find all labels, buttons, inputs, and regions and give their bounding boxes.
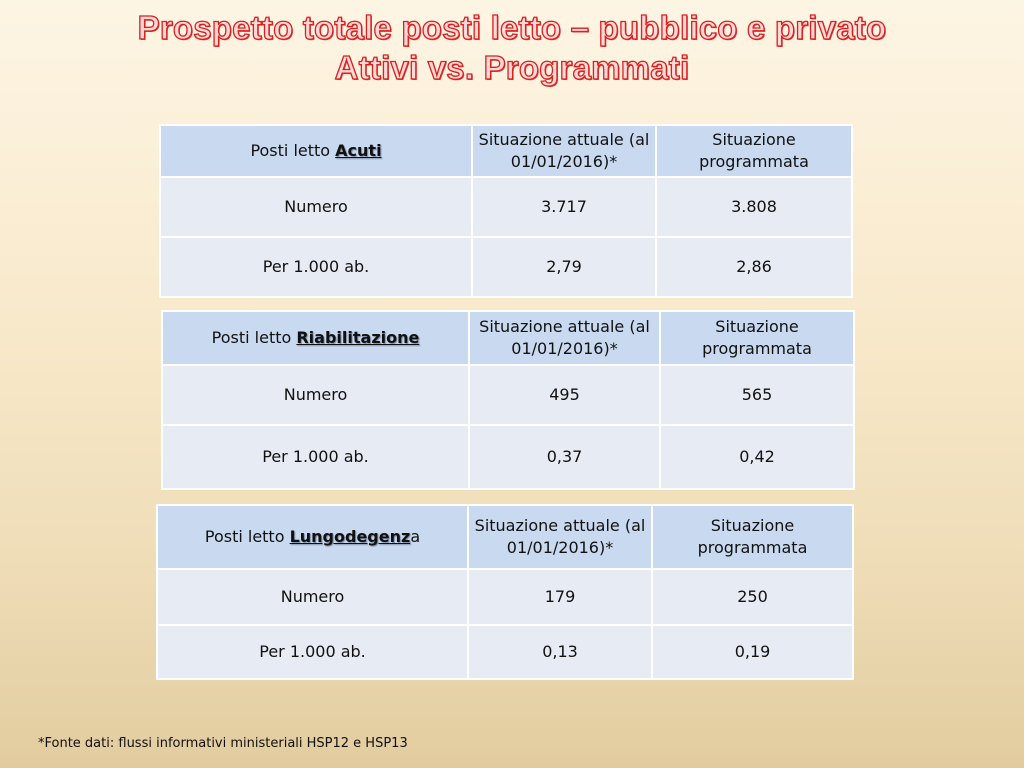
row-label: Numero <box>162 365 469 425</box>
slide-title-line-2: Attivi vs. Programmati <box>334 49 690 86</box>
header-category-cell <box>162 311 469 365</box>
row-label: Per 1.000 ab. <box>160 237 472 297</box>
header-category-name: Lungodegenz <box>289 527 411 546</box>
row-programmed-value: 250 <box>652 569 853 625</box>
header-programmed-cell: Situazione programmata <box>660 311 854 365</box>
header-prefix: Posti letto <box>250 141 336 160</box>
source-footnote: *Fonte dati: flussi informativi ministeriali HSP12 e HSP13 <box>38 736 408 751</box>
header-category-cell <box>157 505 468 569</box>
table-row <box>162 365 854 425</box>
row-label: Numero <box>157 569 468 625</box>
row-current-value: 0,13 <box>468 625 652 679</box>
table-header-row <box>157 505 853 569</box>
header-suffix: a <box>410 527 421 546</box>
row-programmed-value: 3.808 <box>656 177 852 237</box>
table-row <box>160 237 852 297</box>
slide-title <box>0 8 1024 88</box>
row-current-value: 3.717 <box>472 177 656 237</box>
row-current-value: 179 <box>468 569 652 625</box>
row-label: Per 1.000 ab. <box>162 425 469 489</box>
row-label: Numero <box>160 177 472 237</box>
row-programmed-value: 2,86 <box>656 237 852 297</box>
table-row <box>157 625 853 679</box>
header-current-cell: Situazione attuale (al 01/01/2016)* <box>472 125 656 177</box>
table-row <box>157 569 853 625</box>
table-header-row <box>160 125 852 177</box>
header-prefix: Posti letto <box>211 328 297 347</box>
table-header-row <box>162 311 854 365</box>
header-current-cell: Situazione attuale (al 01/01/2016)* <box>468 505 652 569</box>
header-category-name: Acuti <box>335 141 382 160</box>
row-current-value: 495 <box>469 365 660 425</box>
slide-title-line-1: Prospetto totale posti letto – pubblico e privato <box>137 9 887 46</box>
row-current-value: 2,79 <box>472 237 656 297</box>
table-acuti <box>159 124 853 298</box>
header-programmed-cell: Situazione programmata <box>652 505 853 569</box>
row-programmed-value: 565 <box>660 365 854 425</box>
header-prefix: Posti letto <box>204 527 290 546</box>
table-lungodegenza <box>156 504 854 680</box>
row-programmed-value: 0,19 <box>652 625 853 679</box>
row-label: Per 1.000 ab. <box>157 625 468 679</box>
table-riabilitazione <box>161 310 855 490</box>
header-current-cell: Situazione attuale (al 01/01/2016)* <box>469 311 660 365</box>
table-row <box>160 177 852 237</box>
header-category-name: Riabilitazione <box>296 328 420 347</box>
header-programmed-cell: Situazione programmata <box>656 125 852 177</box>
table-row <box>162 425 854 489</box>
header-category-cell <box>160 125 472 177</box>
row-current-value: 0,37 <box>469 425 660 489</box>
row-programmed-value: 0,42 <box>660 425 854 489</box>
